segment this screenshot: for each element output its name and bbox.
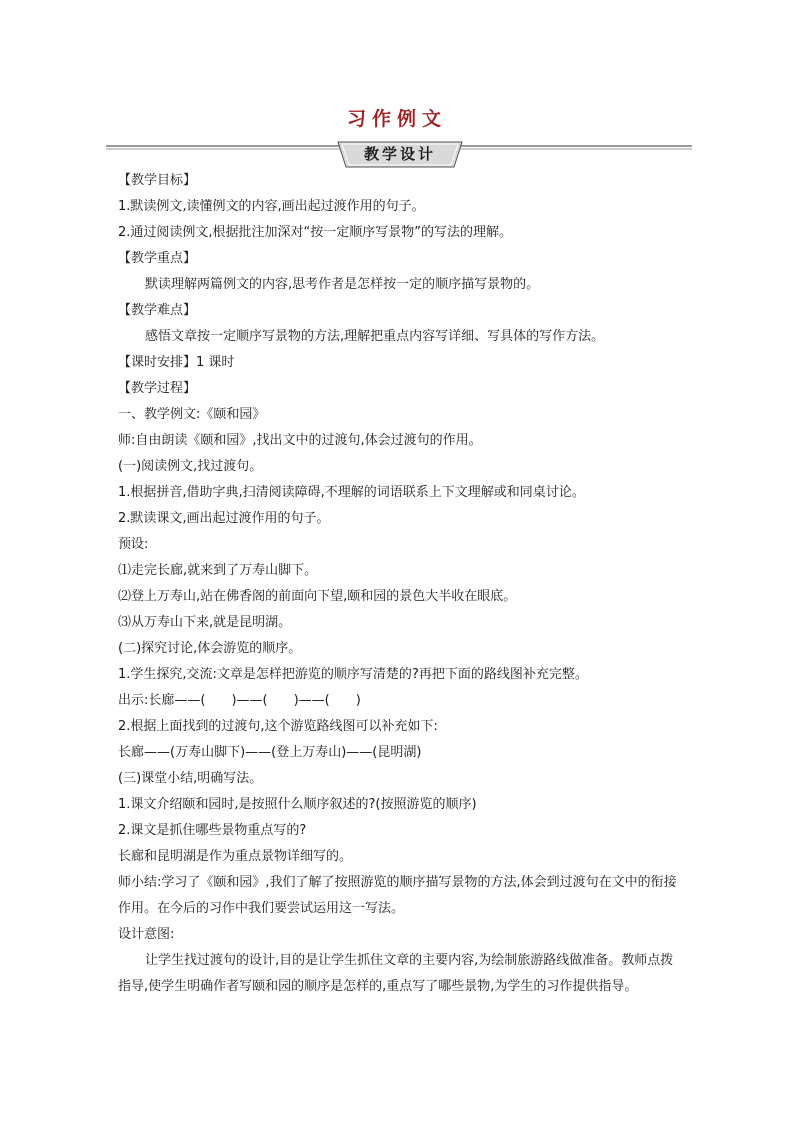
text-line: (三)课堂小结,明确写法。 xyxy=(118,771,263,786)
text-line: 师:自由朗读《颐和园》,找出文中的过渡句,体会过渡句的作用。 xyxy=(118,433,482,448)
text-line: ⑶从万寿山下来,就是昆明湖。 xyxy=(118,615,292,630)
text-line: 【课时安排】1 课时 xyxy=(118,355,235,370)
text-line: 长廊——(万寿山脚下)——(登上万寿山)——(昆明湖) xyxy=(118,745,422,760)
text-line: 默读理解两篇例文的内容,思考作者是怎样按一定的顺序描写景物的。 xyxy=(145,277,540,292)
text-line: 2.默读课文,画出起过渡作用的句子。 xyxy=(118,511,330,526)
text-line: 1.课文介绍颐和园时,是按照什么顺序叙述的?(按照游览的顺序) xyxy=(118,797,477,812)
text-line: 2.根据上面找到的过渡句,这个游览路线图可以补充如下: xyxy=(118,719,438,734)
text-line: (一)阅读例文,找过渡句。 xyxy=(118,459,263,474)
text-line: 师小结:学习了《颐和园》,我们了解了按照游览的顺序描写景物的方法,体会到过渡句在文中的衔接作用。在今后的习作中我们要尝试运用这一写法。 xyxy=(118,875,677,916)
text-line: ⑴走完长廊,就来到了万寿山脚下。 xyxy=(118,563,318,578)
text-line: 出示:长廊——( )——( )——( ) xyxy=(118,693,361,708)
text-line: 【教学过程】 xyxy=(118,381,197,396)
text-line: 设计意图: xyxy=(118,927,175,942)
text-line: 2.课文是抓住哪些景物重点写的? xyxy=(118,823,307,838)
text-line: 【教学目标】 xyxy=(118,173,197,188)
section-banner xyxy=(106,140,692,170)
text-line: 1.默读例文,读懂例文的内容,画出起过渡作用的句子。 xyxy=(118,199,425,214)
text-line: (二)探究讨论,体会游览的顺序。 xyxy=(118,641,302,656)
text-line: 【教学重点】 xyxy=(118,251,197,266)
document-title: 习作例文 xyxy=(346,108,447,130)
banner-label: 教学设计 xyxy=(363,145,436,163)
document-body xyxy=(118,168,678,1000)
text-line: 1.学生探究,交流:文章是怎样把游览的顺序写清楚的?再把下面的路线图补充完整。 xyxy=(118,667,588,682)
text-line: 预设: xyxy=(118,537,149,552)
text-line: 感悟文章按一定顺序写景物的方法,理解把重点内容写详细、写具体的写作方法。 xyxy=(145,329,605,344)
text-line: 1.根据拼音,借助字典,扫清阅读障碍,不理解的词语联系上下文理解或和同桌讨论。 xyxy=(118,485,585,500)
text-line: 一、教学例文:《颐和园》 xyxy=(118,407,266,422)
text-line: 长廊和昆明湖是作为重点景物详细写的。 xyxy=(118,849,353,864)
text-line: 【教学难点】 xyxy=(118,303,197,318)
text-line: 2.通过阅读例文,根据批注加深对“按一定顺序写景物”的写法的理解。 xyxy=(118,225,513,240)
text-line: 让学生找过渡句的设计,目的是让学生抓住文章的主要内容,为绘制旅游路线做准备。教师点拨指导,使学生明确作者写颐和园的顺序是怎样的,重点写了哪些景物,为学生的习作提供指导。 xyxy=(118,953,674,994)
text-line: ⑵登上万寿山,站在佛香阁的前面向下望,颐和园的景色大半收在眼底。 xyxy=(118,589,517,604)
